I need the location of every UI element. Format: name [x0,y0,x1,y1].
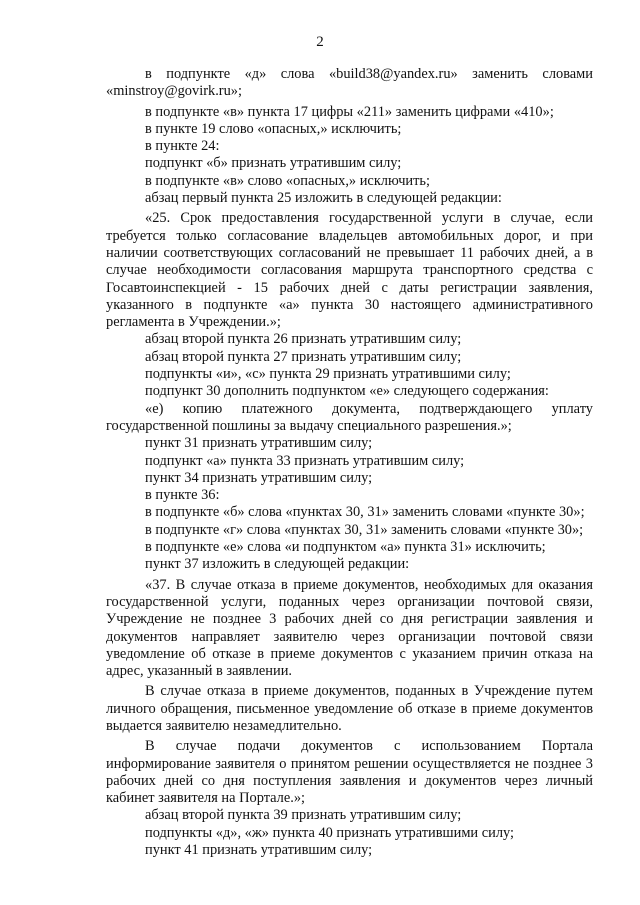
paragraph: в подпункте «е» слова «и подпунктом «а» пункта 31» исключить; [145,539,546,556]
paragraph: в подпункте «в» слово «опасных,» исключить; [145,172,430,189]
page-number: 2 [316,34,324,50]
paragraph: «25. Срок предоставления государственной услуги в случае, если требуется только согласование владельцев автомобильных дорог, и при наличии соответствующих согласований не превышает 11 рабочих дней, а в случае необходимости согласования маршрута транспортного средства с Госавтоинспекцией - 15 рабочих дней с даты регистрации заявления, указанного в подпункте «а» пункта 30 настоящего административного регламента в Учреждении.»; [106,210,593,331]
paragraph: В случае отказа в приеме документов, поданных в Учреждение путем личного обращения, письменное уведомление об отказе в приеме документов выдается заявителю незамедлительно. [106,683,593,734]
paragraph: в пункте 36: [145,487,220,504]
paragraph: подпункт «б» признать утратившим силу; [145,155,402,172]
paragraph: пункт 41 признать утратившим силу; [145,842,373,859]
paragraph: пункт 37 изложить в следующей редакции: [145,556,410,573]
paragraph: пункт 31 признать утратившим силу; [145,435,373,452]
paragraph: подпункты «и», «с» пункта 29 признать утратившими силу; [145,366,511,383]
paragraph: в пункте 19 слово «опасных,» исключить; [145,120,402,137]
paragraph: в подпункте «в» пункта 17 цифры «211» заменить цифрами «410»; [145,103,554,120]
paragraph: В случае подачи документов с использованием Портала информирование заявителя о принятом решении осуществляется не позднее 3 рабочих дней со дня поступления заявления и документов через личный кабинет заявителя на Портале.»; [106,738,593,807]
paragraph: «е) копию платежного документа, подтверждающего уплату государственной пошлины за выдачу специального разрешения.»; [106,400,593,434]
paragraph: в подпункте «б» слова «пунктах 30, 31» заменить словами «пункте 30»; [145,504,585,521]
paragraph: абзац второй пункта 26 признать утратившим силу; [145,331,462,348]
paragraph: пункт 34 признать утратившим силу; [145,469,373,486]
paragraph: в подпункте «д» слова «build38@yandex.ru» заменить словами «minstroy@govirk.ru»; [106,66,593,100]
paragraph: подпункт «а» пункта 33 признать утратившим силу; [145,452,465,469]
paragraph: в подпункте «г» слова «пунктах 30, 31» заменить словами «пункте 30»; [145,521,584,538]
paragraph: в пункте 24: [145,138,220,155]
paragraph: подпункты «д», «ж» пункта 40 признать утратившими силу; [145,824,514,841]
paragraph: абзац второй пункта 39 признать утратившим силу; [145,807,462,824]
paragraph: абзац второй пункта 27 признать утратившим силу; [145,348,462,365]
paragraph: абзац первый пункта 25 изложить в следующей редакции: [145,190,502,207]
paragraph: «37. В случае отказа в приеме документов, необходимых для оказания государственной услуги, поданных через организации почтовой связи, Учреждение не позднее 3 рабочих дней со дня регистрации заявления и документов направляет заявителю через организации почтовой связи уведомление об отказе в приеме документов с указанием причин отказа на адрес, указанный в заявлении. [106,576,593,680]
document-body [106,66,593,859]
paragraph: подпункт 30 дополнить подпунктом «е» следующего содержания: [145,383,549,400]
